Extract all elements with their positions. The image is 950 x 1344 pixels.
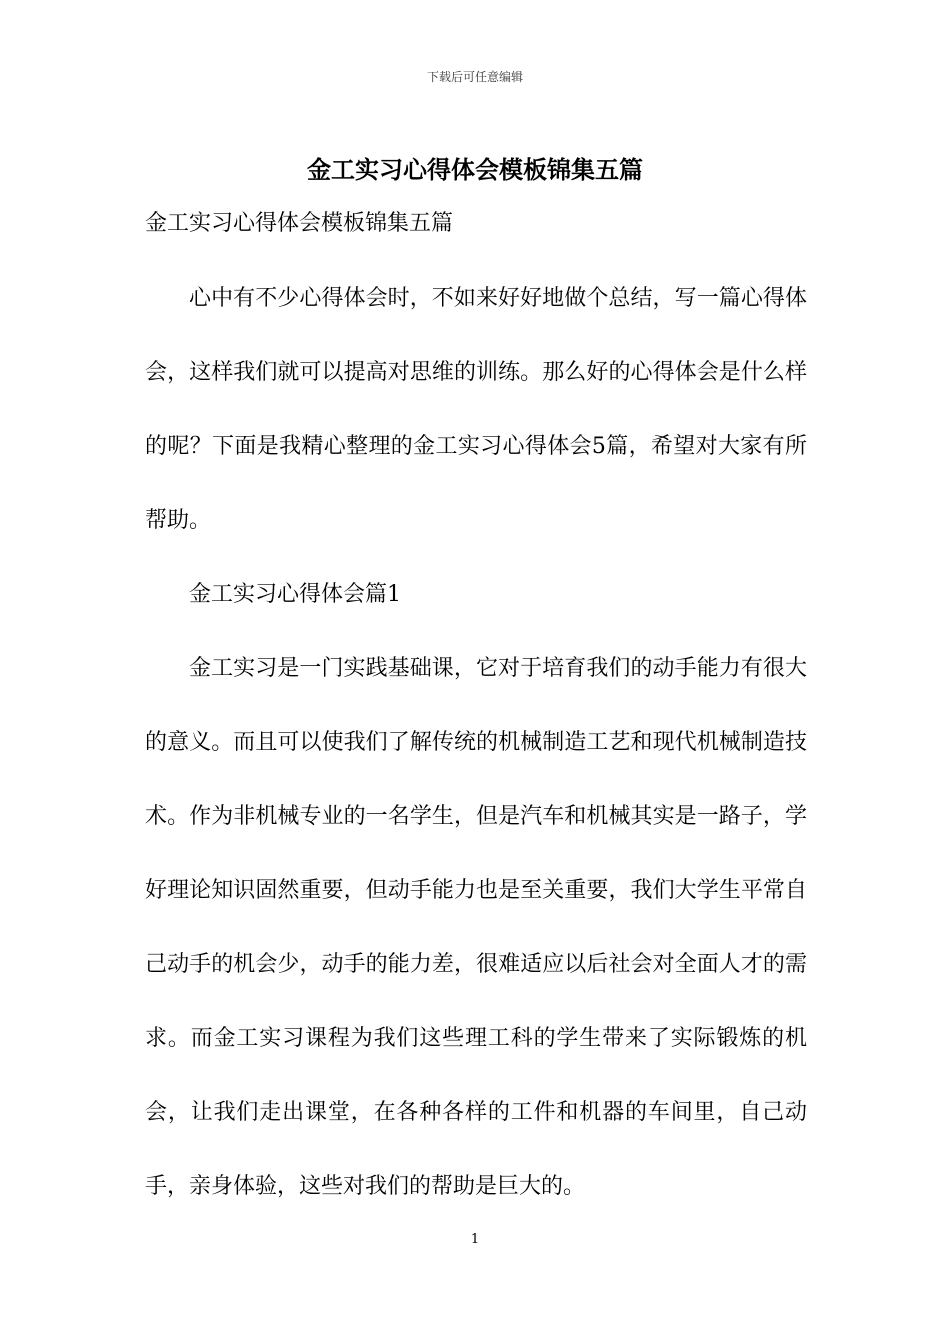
body-paragraph: 金工实习是一门实践基础课，它对于培育我们的动手能力有很大的意义。而且可以使我们了解传统的机械制造工艺和现代机械制造技术。作为非机械专业的一名学生，但是汽车和机械其实是一路子，学好理论知识固然重要，但动手能力也是至关重要，我们大学生平常自己动手的机会少，动手的能力差，很难适应以后社会对全面人才的需求。而金工实习课程为我们这些理工科的学生带来了实际锻炼的机会，让我们走出课堂，在各种各样的工件和机器的车间里，自己动手，亲身体验，这些对我们的帮助是巨大的。 [145, 656, 807, 1199]
page-number: 1 [470, 1232, 480, 1247]
intro-paragraph: 心中有不少心得体会时，不如来好好地做个总结，写一篇心得体会，这样我们就可以提高对思维的训练。那么好的心得体会是什么样的呢？下面是我精心整理的金工实习心得体会5篇，希望对大家有所帮助。 [145, 286, 807, 533]
document-title: 金工实习心得体会模板锦集五篇 [307, 155, 643, 184]
document-subtitle: 金工实习心得体会模板锦集五篇 [145, 211, 454, 236]
section-heading: 金工实习心得体会篇1 [189, 582, 401, 607]
document-body [145, 204, 807, 1224]
header-note: 下载后可任意编辑 [426, 70, 523, 84]
